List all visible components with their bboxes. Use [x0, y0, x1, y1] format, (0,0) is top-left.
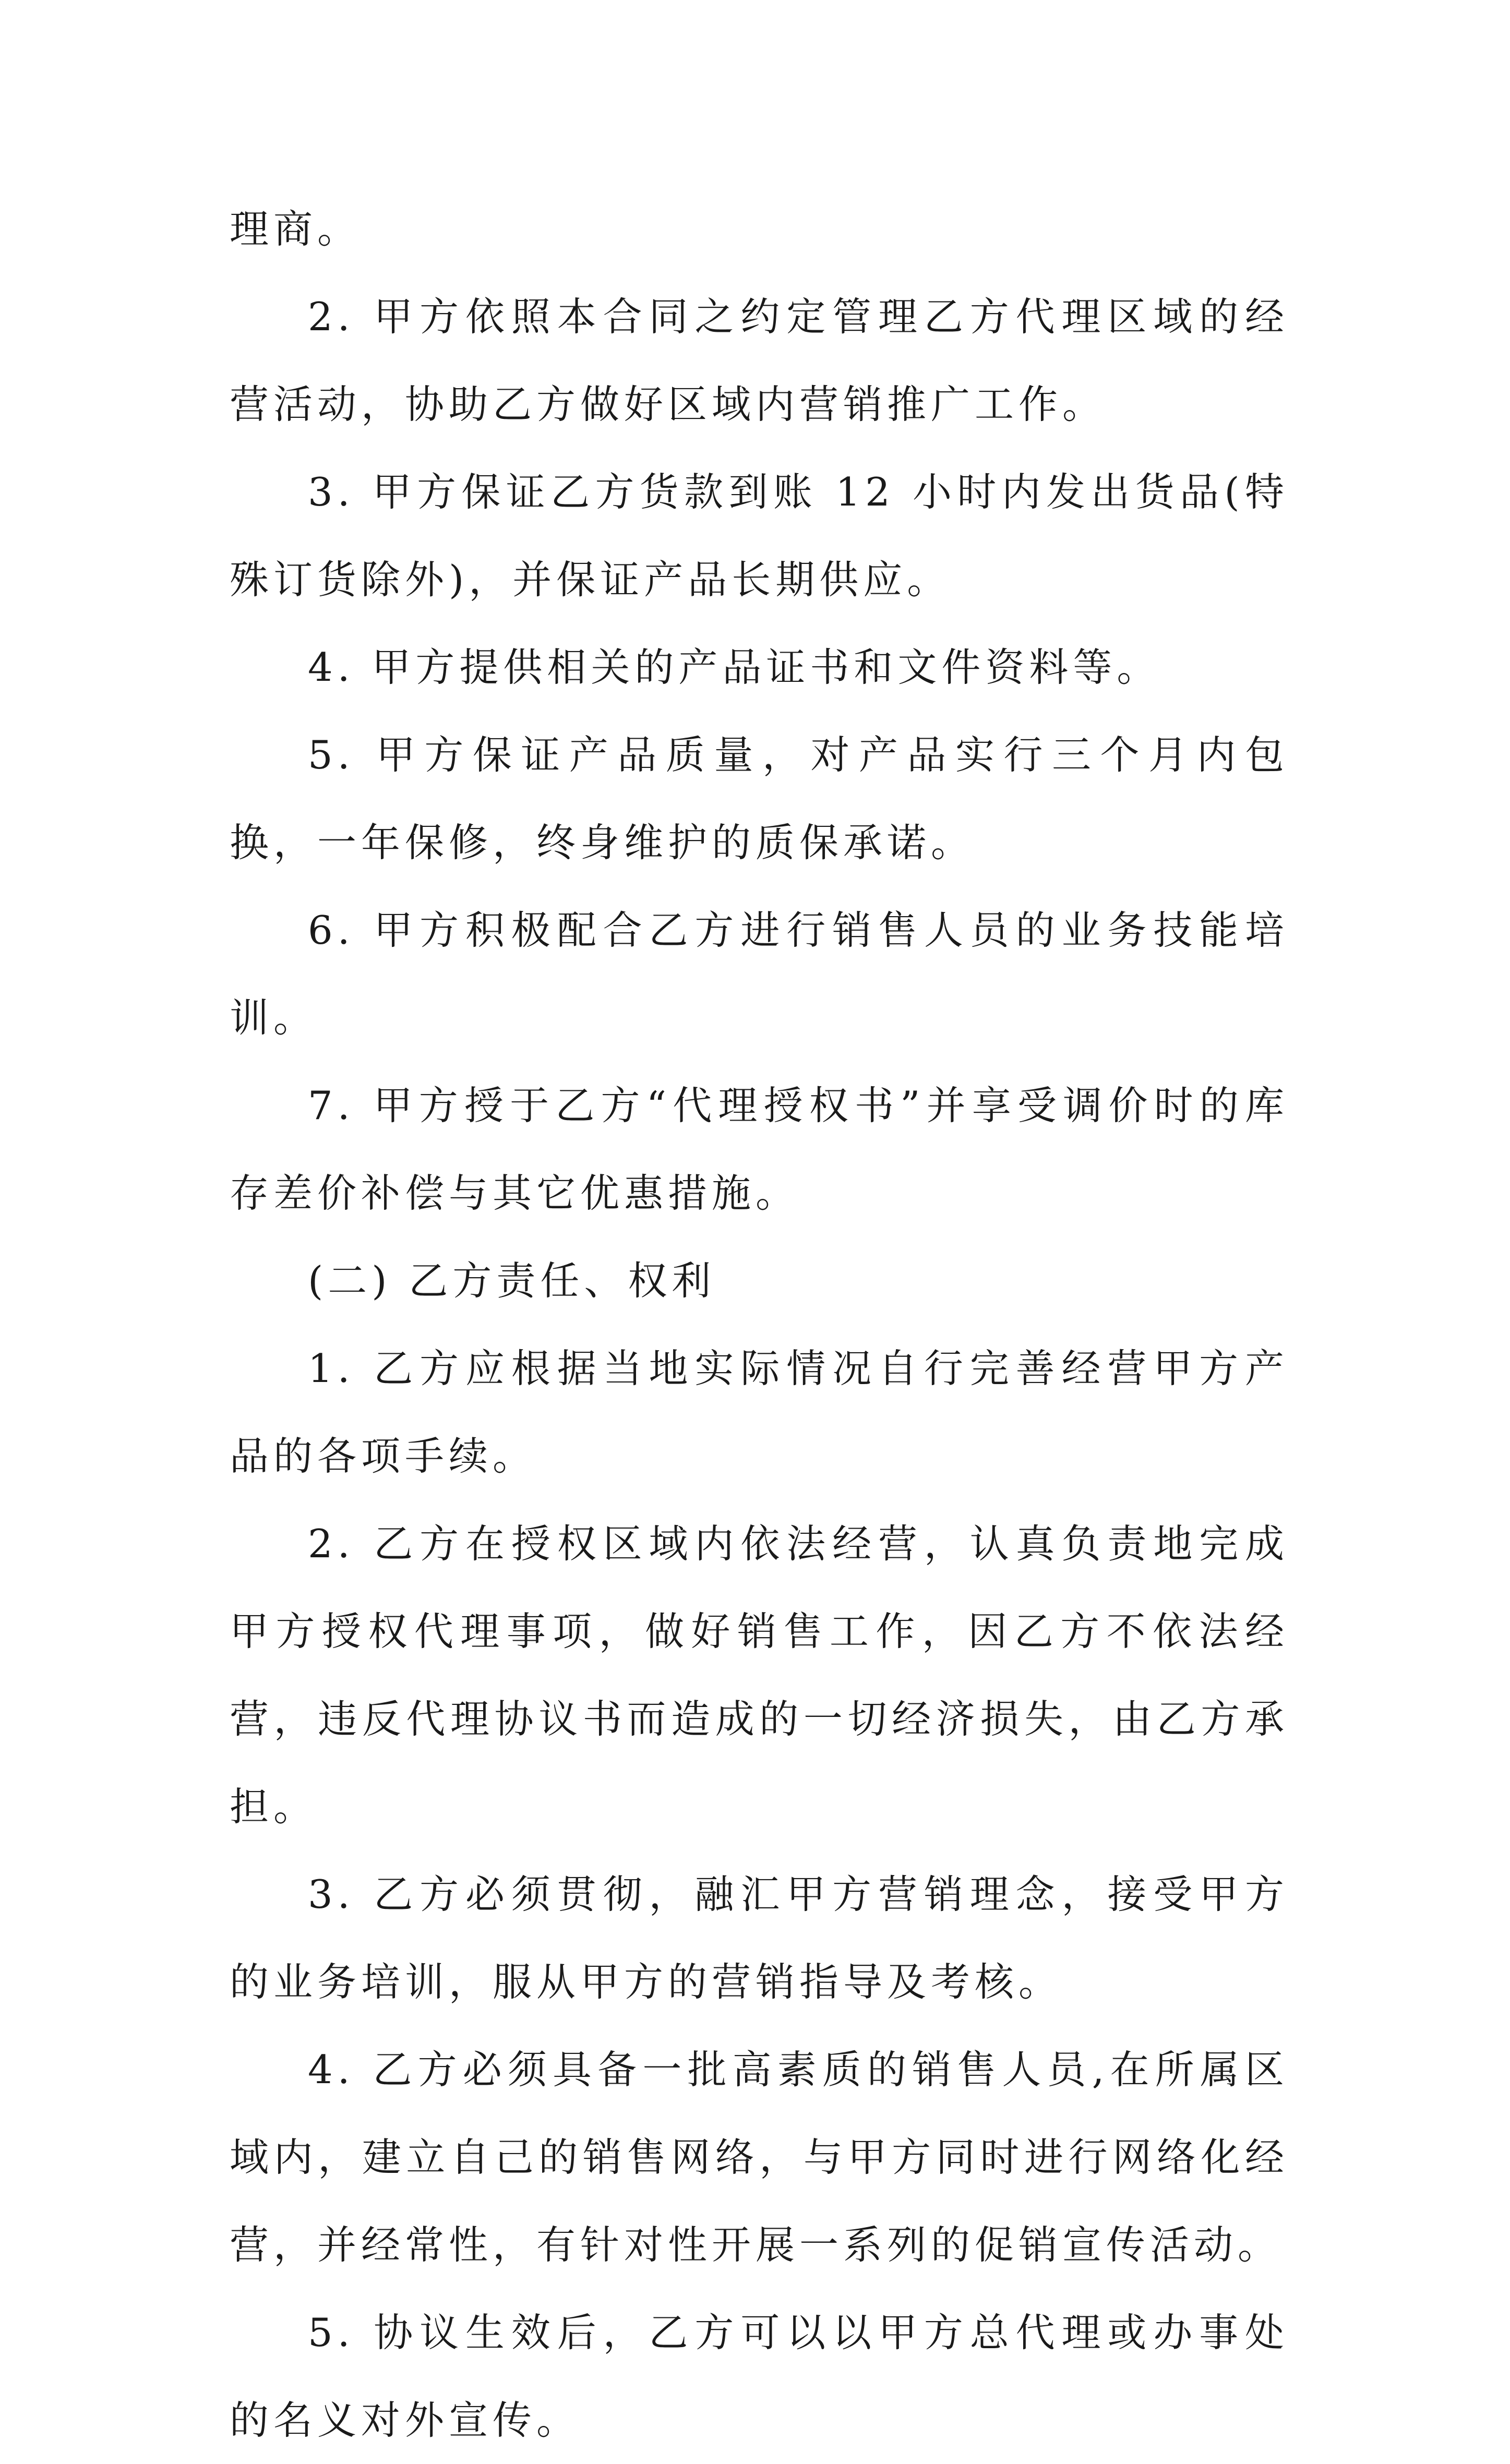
paragraph-party-a-item-7: 7. 甲方授于乙方“代理授权书”并享受调价时的库存差价补偿与其它优惠措施。 [230, 1083, 1289, 1216]
document-body [230, 185, 1289, 2464]
paragraph-party-b-item-5: 5. 协议生效后，乙方可以以甲方总代理或办事处的名义对外宣传。 [230, 2310, 1289, 2443]
paragraph-party-b-item-4: 4. 乙方必须具备一批高素质的销售人员,在所属区域内，建立自己的销售网络，与甲方同时进行网络化经营，并经常性，有针对性开展一系列的促销宣传活动。 [230, 2047, 1289, 2268]
paragraph-party-a-item-3: 3. 甲方保证乙方货款到账 12 小时内发出货品(特殊订货除外)，并保证产品长期供应。 [230, 469, 1289, 603]
paragraph-party-a-item-2: 2. 甲方依照本合同之约定管理乙方代理区域的经营活动，协助乙方做好区域内营销推广工作。 [230, 294, 1289, 427]
paragraph-continuation: 理商。 [230, 206, 362, 252]
paragraph-party-a-item-5: 5. 甲方保证产品质量，对产品实行三个月内包换，一年保修，终身维护的质保承诺。 [230, 732, 1289, 866]
paragraph-party-a-item-4: 4. 甲方提供相关的产品证书和文件资料等。 [308, 644, 1161, 690]
paragraph-party-a-item-6: 6. 甲方积极配合乙方进行销售人员的业务技能培训。 [230, 907, 1289, 1041]
paragraph-party-b-item-1: 1. 乙方应根据当地实际情况自行完善经营甲方产品的各项手续。 [230, 1345, 1289, 1479]
section-heading-party-b: (二) 乙方责任、权利 [308, 1258, 716, 1304]
paragraph-party-b-item-3: 3. 乙方必须贯彻，融汇甲方营销理念，接受甲方的业务培训，服从甲方的营销指导及考核。 [230, 1871, 1289, 2005]
paragraph-party-b-item-2: 2. 乙方在授权区域内依法经营，认真负责地完成甲方授权代理事项，做好销售工作，因乙方不依法经营，违反代理协议书而造成的一切经济损失，由乙方承担。 [230, 1521, 1289, 1830]
